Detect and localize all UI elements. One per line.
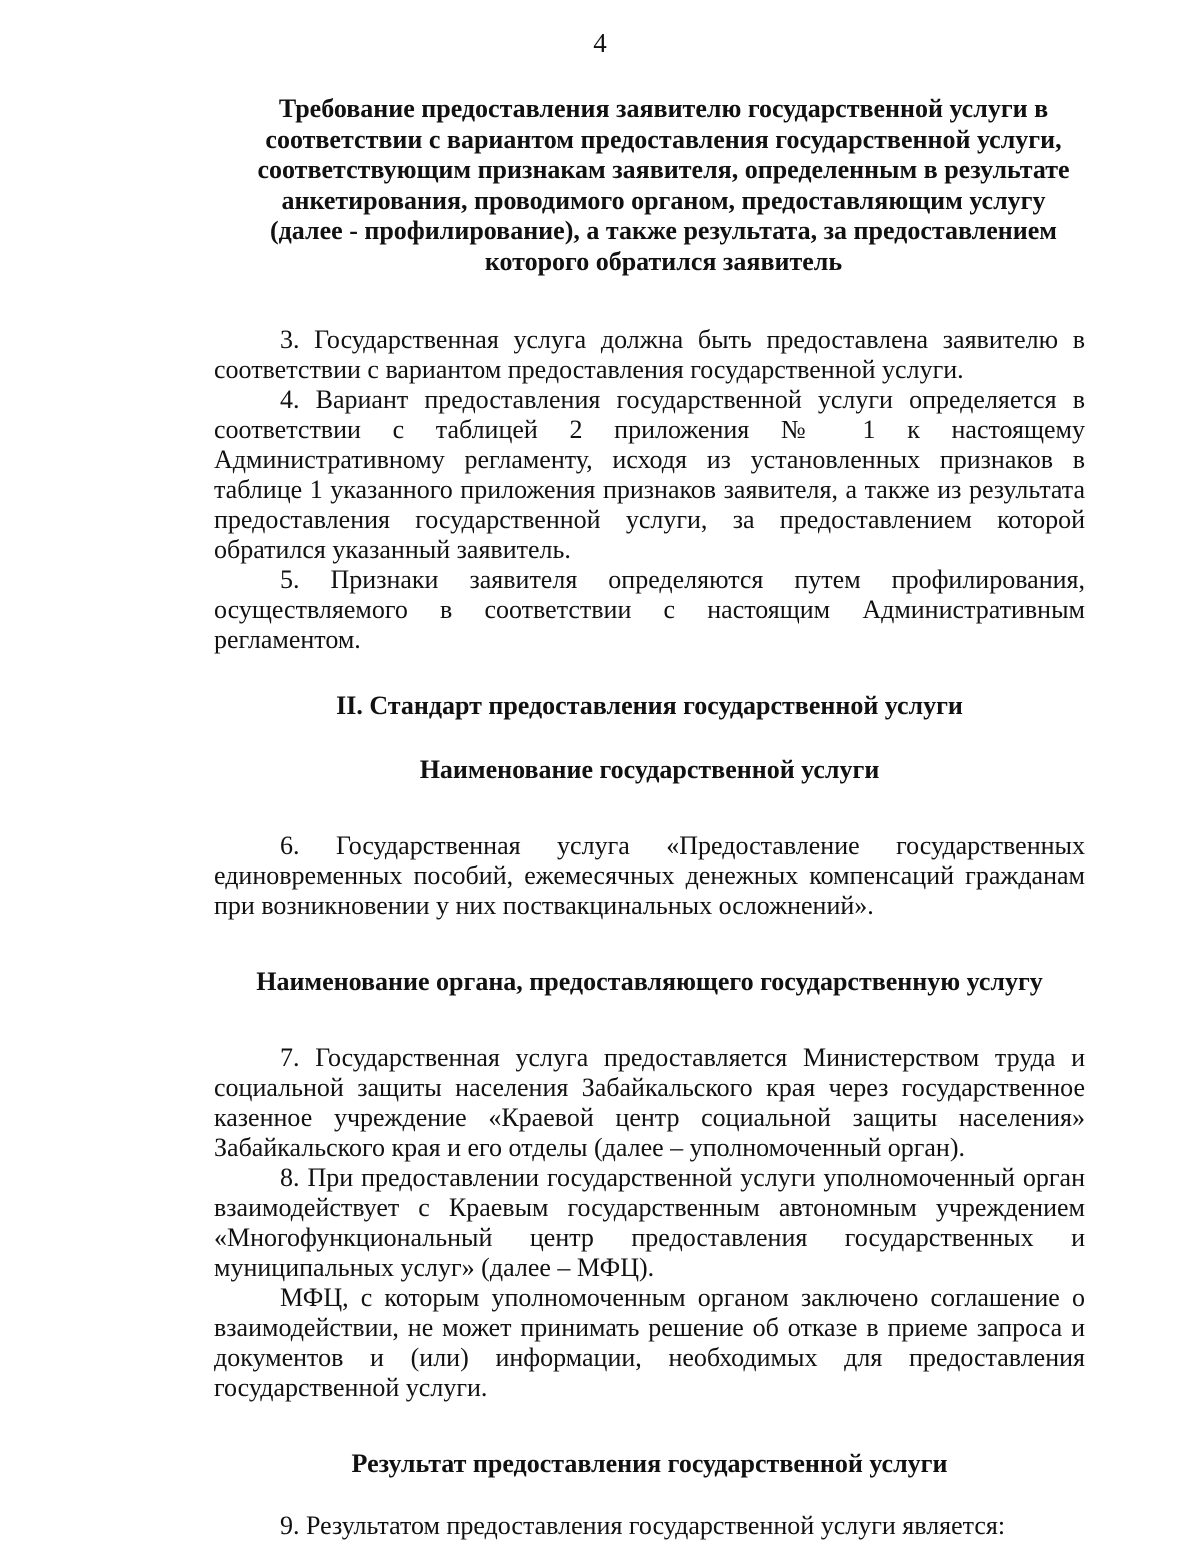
paragraph-mfc: МФЦ, с которым уполномоченным органом заключено соглашение о взаимодействии, не может принимать решение об отказе в приеме запроса и документов и (или) информации, необходимых для предоставления государственной услуги.	[214, 1283, 1085, 1402]
paragraph-5: 5. Признаки заявителя определяются путем профилирования, осуществляемого в соответствии с настоящим Административным регламентом.	[214, 565, 1085, 654]
section-heading-authority: Наименование органа, предоставляющего государственную услугу	[256, 967, 1043, 996]
paragraph-7: 7. Государственная услуга предоставляется Министерством труда и социальной защиты населения Забайкальского края через государственное казенное учреждение «Краевой центр социальной защиты населения» Забайкальского края и его отделы (далее – уполномоченный орган).	[214, 1043, 1085, 1162]
paragraph-4: 4. Вариант предоставления государственной услуги определяется в соответствии с таблицей 2 приложения № 1 к настоящему Административному регламенту, исходя из установленных признаков в таблице 1 указанного приложения признаков заявителя, а также из результата предоставления государственной услуги, за предоставлением которой обратился указанный заявитель.	[214, 385, 1085, 564]
section-heading-requirement: Требование предоставления заявителю государственной услуги в соответствии с вариантом предоставления государственной услуги, соответствующим признакам заявителя, определенным в результате анкетирования, проводимого органом, предоставляющим услугу (далее - профилирование), а также результата, за предоставлением которого обратился заявитель	[257, 94, 1070, 276]
paragraph-8: 8. При предоставлении государственной услуги уполномоченный орган взаимодействует с Краевым государственным автономным учреждением «Многофункциональный центр предоставления государственных и муниципальных услуг» (далее – МФЦ).	[214, 1163, 1085, 1282]
section-heading-standard: II. Стандарт предоставления государственной услуги	[336, 691, 963, 720]
paragraph-9: 9. Результатом предоставления государственной услуги является:	[280, 1511, 1006, 1540]
paragraph-3: 3. Государственная услуга должна быть предоставлена заявителю в соответствии с вариантом предоставления государственной услуги.	[214, 325, 1085, 384]
section-heading-service-name: Наименование государственной услуги	[419, 755, 880, 784]
section-heading-result: Результат предоставления государственной услуги	[351, 1449, 948, 1478]
page-number: 4	[593, 28, 607, 58]
document-body	[214, 94, 1085, 1541]
paragraph-6: 6. Государственная услуга «Предоставление государственных единовременных пособий, ежемесячных денежных компенсаций гражданам при возникновении у них поствакцинальных осложнений».	[214, 831, 1085, 920]
